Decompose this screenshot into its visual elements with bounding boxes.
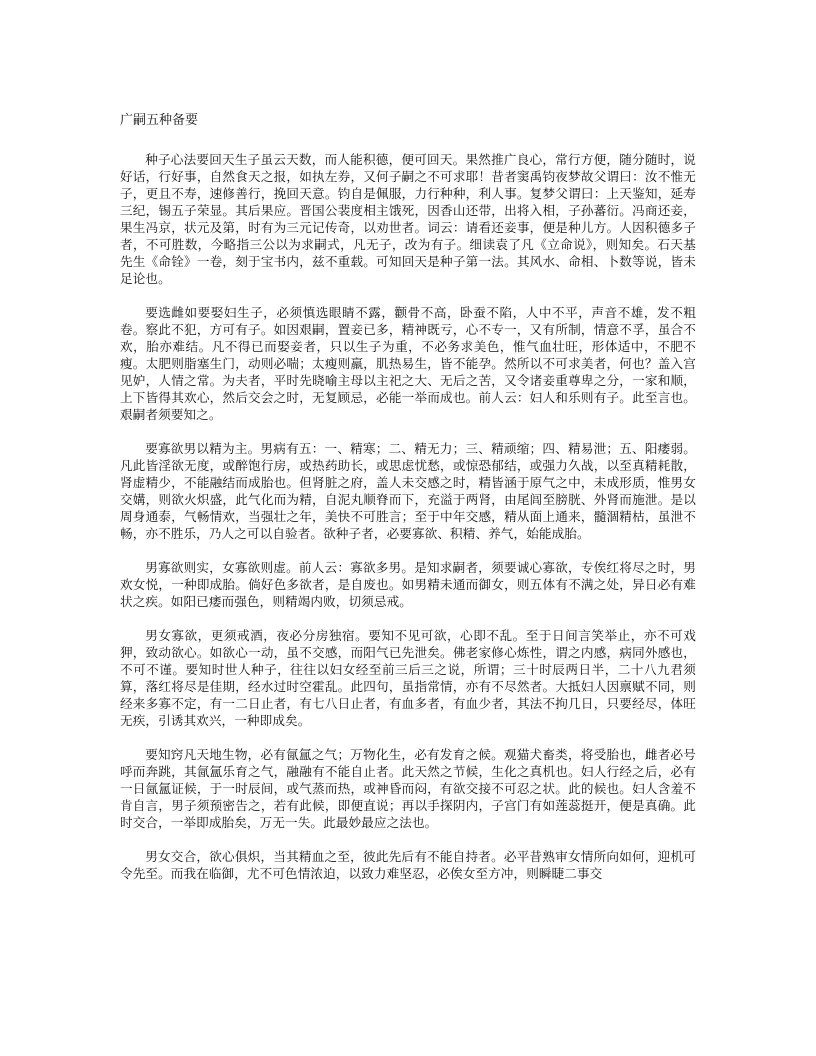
paragraph-men-women-desires: 男寡欲则实，女寡欲则虚。前人云：寡欲多男。是知求嗣者，须要诚心寡欲，专俟红将尽之时，男欢女悦，一种即成胎。倘好色多欲者，是自废也。如男精未通而御女，则五体有不满之处，异日必有难状之疾。如阳已痿而强色，则精竭内败，切须忌戒。 <box>120 560 696 609</box>
document-title: 广嗣五种备要 <box>120 113 199 128</box>
document-page <box>120 112 696 899</box>
paragraph-know-timing: 要知窍凡天地生物，必有氤氲之气；万物化生，必有发育之候。观猫犬畜类，将受胎也，雌者必号呼而奔跳，其氤氲乐育之气，融融有不能自止者。此天然之节候，生化之真机也。妇人行经之后，必有一日氤氲证候，于一时辰间，或气蒸而热，或神昏而闷，有欲交接不可忍之状。此的候也。妇人含羞不肯自言，男子须预密告之，若有此候，即便直说；再以手探阴内，子宫门有如莲蕊挺开，便是真确。此时交合，一举即成胎矣，万无一失。此最妙最应之法也。 <box>120 747 696 830</box>
paragraph-union: 男女交合，欲心俱炽，当其精血之至，彼此先后有不能自持者。必平昔熟审女情所向如何，迎机可令先至。而我在临御，尤不可色情浓迫，以致力难坚忍，必俟女至方冲，则瞬睫二事交 <box>120 849 696 881</box>
paragraph-abstain-wine: 男女寡欲，更须戒酒，夜必分房独宿。要知不见可欲，心即不乱。至于日间言笑举止，亦不可戏狎，致动欲心。如欲心一动，虽不交感，而阳气已先泄矣。佛老家修心炼性，谓之内感，病同外感也，不可不谨。要知时世人种子，往往以妇女经至前三后三之说，所谓；三十时辰两日半，二十八九君须算，落红将尽是佳期，经水过时空霍乱。此四句，虽指常情，亦有不尽然者。大抵妇人因禀赋不同，则经来多寡不定，有一二日止者，有七八日止者，有血多者，有血少者，其法不拘几日，只要经尽，体旺无疾，引诱其欢兴，一种即成矣。 <box>120 628 696 728</box>
paragraph-few-desires: 要寡欲男以精为主。男病有五：一、精寒；二、精无力；三、精顽缩；四、精易泄；五、阳痿弱。凡此皆淫欲无度，或醉饱行房，或热药助长，或思虑忧愁，或惊恐郁结，或强力久战，以至真精耗散，肾虚精少，不能融结而成胎也。但肾脏之府，盖人未交感之时，精皆涵于原气之中，未成形质，惟男女交媾，则欲火炽盛，此气化而为精，自泥丸顺脊而下，充溢于两肾，由尾闾至膀胱、外肾而施泄。是以周身通泰，气畅情欢，当强壮之年，美快不可胜言；至于中年交感，精从面上通来，髓涸精枯，虽泄不畅，亦不胜乐，乃人之可以自验者。欲种子者，必要寡欲、积精、养气，始能成胎。 <box>120 441 696 541</box>
paragraph-seed-method: 种子心法要回天生子虽云天数，而人能积德，便可回天。果然推广良心，常行方便，随分随时，说好话，行好事，自然食天之报，如执左券，又何子嗣之不可求耶！昔者窦禹钧夜梦故父谓曰：汝不惟无子，更且不寿，速修善行，挽回天意。钧自是佩服，力行种种，利人事。复梦父谓曰：上天鉴知，延寿三纪，锡五子荣显。其后果应。晋国公裴度相主饿死，因香山还带，出将入相，子孙蕃衍。冯商还妾，果生冯京，状元及第，时有为三元记传奇，以劝世者。词云：请看还妾事，便是种儿方。人因积德多子者，不可胜数，今略指三公以为求嗣式，凡无子，改为有子。细读袁了凡《立命说》，则知矣。石天基先生《命铨》一卷，刻于宝书内，兹不重载。可知回天是种子第一法。其风水、命相、卜数等说，皆未足论也。 <box>120 152 696 286</box>
paragraph-choose-wife: 要选雌如要娶妇生子，必须慎选眼睛不露，颧骨不高，卧蚕不陷，人中不平，声音不雄，发不粗卷。察此不犯，方可有子。如因艰嗣，置妾已多，精神既亏，心不专一，又有所制，情意不孚，虽合不欢，胎亦难结。凡不得已而娶妾者，只以生子为重，不必务求美色，惟气血壮旺，形体适中，不肥不瘦。太肥则脂塞生门，动则必喘；太瘦则羸，肌热易生，皆不能孕。然所以不可求美者，何也？盖入宫见妒，人情之常。为夫者，平时先晓喻主母以主祀之大、无后之苦，又令诸妾重尊卑之分，一家和顺，上下皆得其欢心，然后交会之时，无复顾忌，必能一举而成也。前人云：妇人和乐则有子。此至言也。艰嗣者须要知之。 <box>120 305 696 422</box>
